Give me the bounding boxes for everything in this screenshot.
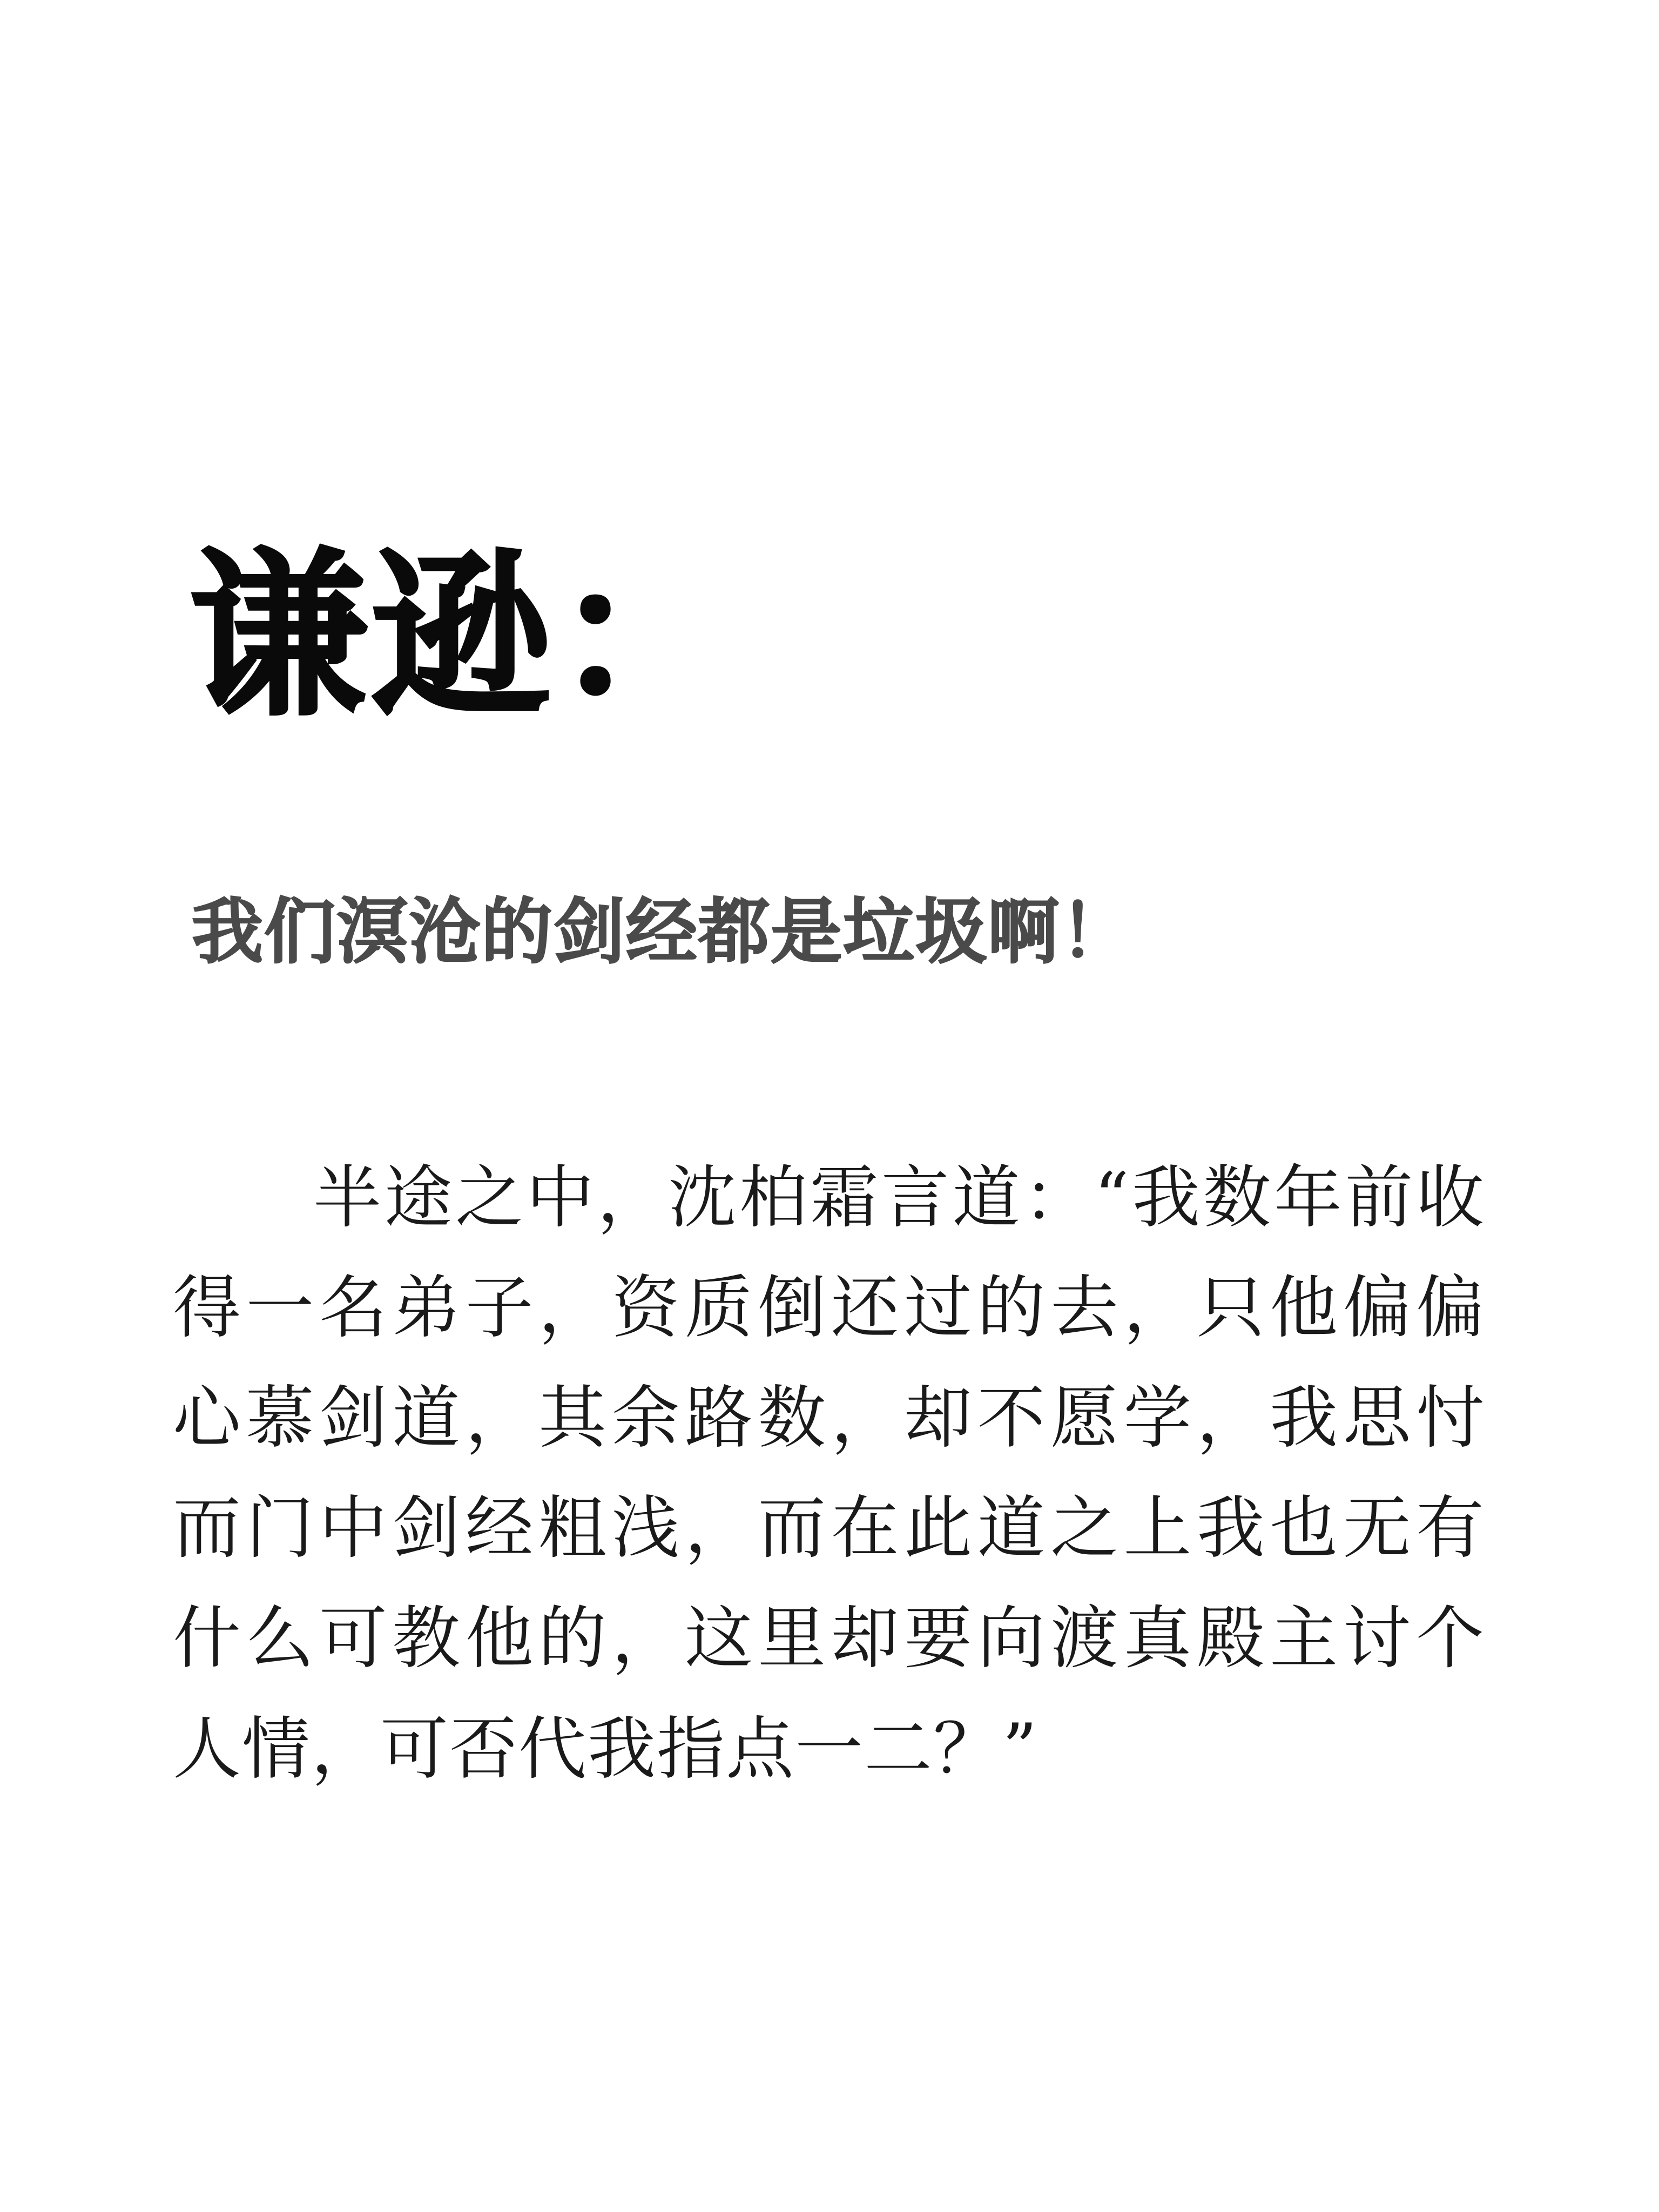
body-paragraph: 半途之中，沈柏霜言道：“我数年前收得一名弟子，资质倒还过的去，只他偏偏心慕剑道，其余路数，却不愿学，我思忖而门中剑经粗浅，而在此道之上我也无有什么可教他的，这里却要向渡真殿主讨个人情，可否代我指点一二？” — [173, 1158, 1485, 1789]
page-subtitle: 我们溟沧的剑经都是垃圾啊！ — [192, 889, 1132, 974]
page-title: 谦逊： — [189, 530, 737, 740]
